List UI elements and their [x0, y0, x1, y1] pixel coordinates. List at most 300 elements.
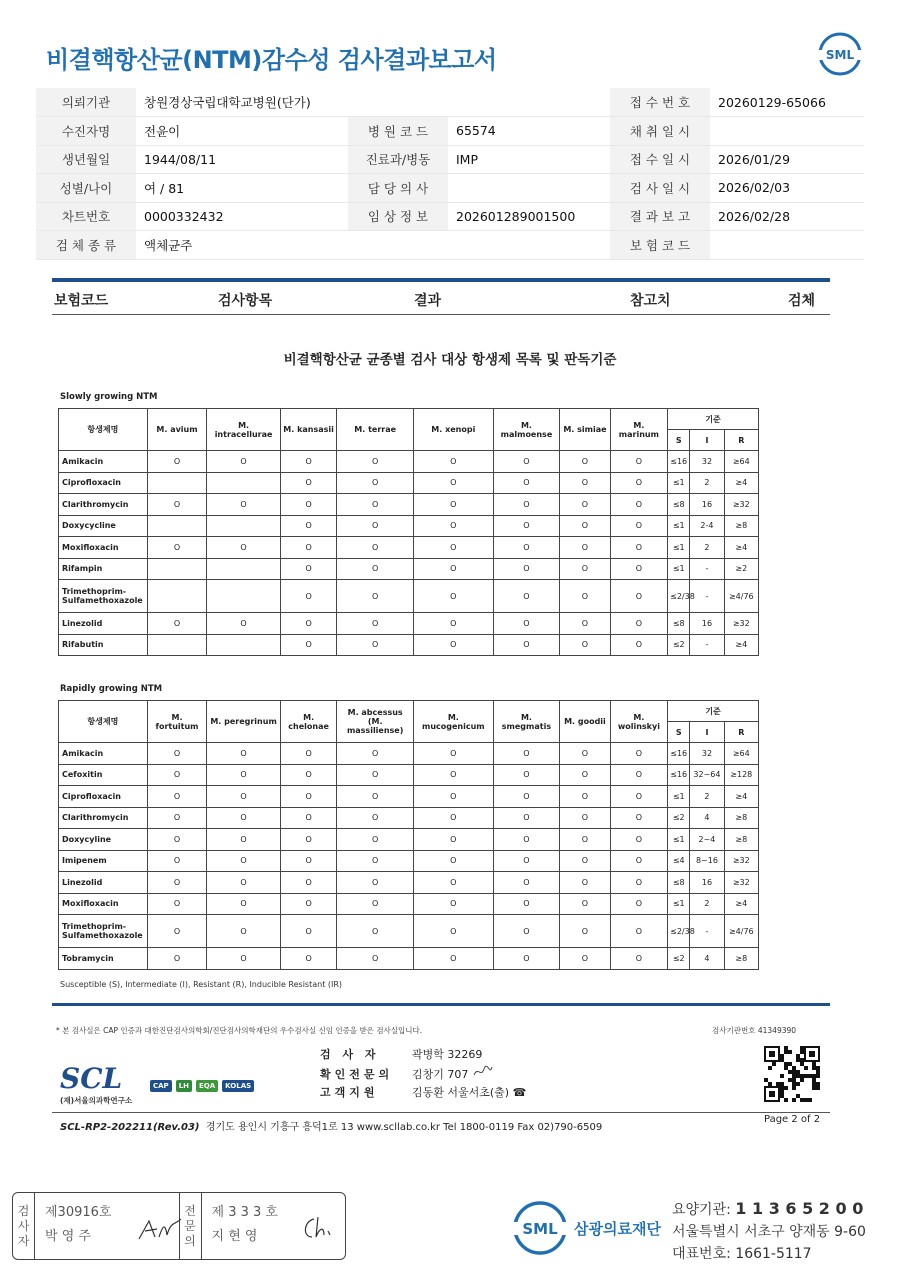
drug-name: Amikacin — [59, 451, 148, 473]
qr-module — [808, 1098, 812, 1102]
drug-name: Tobramycin — [59, 948, 148, 970]
info-label: 보 험 코 드 — [610, 231, 710, 260]
rapid-ntm-table — [58, 700, 759, 970]
test-mark: O — [337, 743, 414, 765]
info-label: 수진자명 — [36, 117, 136, 146]
info-row — [36, 231, 864, 260]
criteria-s: ≤1 — [668, 786, 690, 808]
info-label: 접 수 일 시 — [610, 145, 710, 174]
criteria-s: ≤1 — [668, 893, 690, 915]
info-label: 접 수 번 호 — [610, 88, 710, 117]
test-mark: O — [280, 494, 336, 516]
test-mark: O — [610, 807, 667, 829]
test-mark: O — [560, 580, 610, 613]
table-row — [59, 451, 759, 473]
qr-module — [804, 1074, 808, 1078]
test-mark: O — [147, 915, 207, 948]
signature-icon — [472, 1064, 494, 1078]
cap-logo: CAP — [150, 1080, 172, 1092]
test-mark: O — [610, 580, 667, 613]
qr-module — [792, 1066, 796, 1070]
stamp-char: 문 — [184, 1218, 196, 1233]
staff-row: 고객지원 김동환 서울서초(출) ☎ — [320, 1086, 527, 1099]
drug-name: Trimethoprim- Sulfamethoxazole — [59, 915, 148, 948]
report-title: 비결핵항산균(NTM)감수성 검사결과보고서 — [46, 46, 497, 74]
qr-module — [764, 1078, 768, 1082]
drug-name: Trimethoprim- Sulfamethoxazole — [59, 580, 148, 613]
drug-name: Rifampin — [59, 558, 148, 580]
qr-module — [780, 1082, 784, 1086]
info-value: 창원경상국립대학교병원(단가) — [136, 88, 610, 117]
drug-name: Ciprofloxacin — [59, 786, 148, 808]
stamp-char: 검 — [17, 1203, 30, 1218]
test-mark: O — [280, 451, 336, 473]
qr-module — [816, 1086, 820, 1090]
qr-module — [796, 1058, 800, 1062]
qr-module — [772, 1062, 776, 1066]
test-mark: O — [560, 948, 610, 970]
info-label: 진료과/병동 — [348, 145, 448, 174]
stamp-char: 자 — [17, 1233, 30, 1248]
test-mark: O — [413, 743, 493, 765]
criteria-r: ≥32 — [724, 494, 758, 516]
sml-logo-icon — [818, 32, 862, 76]
sir-header: R — [724, 430, 758, 451]
table-row — [59, 472, 759, 494]
criteria-s: ≤1 — [668, 472, 690, 494]
info-value: 2026/01/29 — [710, 145, 864, 174]
test-mark: O — [493, 915, 560, 948]
criteria-r: ≥4 — [724, 472, 758, 494]
test-mark: O — [207, 494, 281, 516]
sir-header: S — [668, 430, 690, 451]
test-mark: O — [147, 829, 207, 851]
qr-module — [792, 1082, 796, 1086]
test-mark: O — [337, 558, 414, 580]
footer-divider — [52, 1112, 830, 1113]
qr-module — [812, 1062, 816, 1066]
drug-name: Imipenem — [59, 850, 148, 872]
species-header: M. simiae — [560, 409, 610, 451]
test-mark: O — [493, 613, 560, 635]
test-mark: O — [560, 872, 610, 894]
criteria-r: ≥8 — [724, 948, 758, 970]
species-header: M. abcessus (M. massiliense) — [337, 701, 414, 743]
qr-module — [800, 1046, 804, 1050]
test-mark: O — [610, 764, 667, 786]
test-mark: O — [147, 807, 207, 829]
test-mark: O — [560, 829, 610, 851]
table-row — [59, 786, 759, 808]
sir-header: R — [724, 722, 758, 743]
test-mark: O — [610, 558, 667, 580]
criteria-i: 16 — [690, 872, 724, 894]
test-mark: O — [560, 558, 610, 580]
test-mark: O — [610, 915, 667, 948]
lab-registration: 검사기관번호 41349390 — [712, 1026, 797, 1035]
criteria-i: 2 — [690, 537, 724, 559]
criteria-i: 2-4 — [690, 515, 724, 537]
test-mark: O — [280, 472, 336, 494]
test-mark: O — [413, 915, 493, 948]
criteria-r: ≥4/76 — [724, 915, 758, 948]
staff-row: 확인전문의 김창기 707 — [320, 1064, 526, 1084]
info-label: 임 상 정 보 — [348, 202, 448, 231]
test-mark: O — [337, 829, 414, 851]
table-row — [59, 580, 759, 613]
test-mark: O — [207, 829, 281, 851]
species-header: M. intracellurae — [207, 409, 281, 451]
result-header — [52, 290, 830, 314]
criteria-title: 비결핵항산균 균종별 검사 대상 항생제 목록 및 판독기준 — [283, 352, 617, 368]
slow-ntm-label: Slowly growing NTM — [60, 392, 158, 402]
test-mark: O — [147, 743, 207, 765]
staff-list — [320, 1046, 526, 1102]
info-value: 65574 — [448, 117, 610, 146]
qr-module — [812, 1086, 816, 1090]
criteria-i: 32 — [690, 743, 724, 765]
info-row — [36, 202, 864, 231]
info-value: 액체균주 — [136, 231, 610, 260]
test-mark: O — [560, 494, 610, 516]
foundation-logo — [512, 1200, 661, 1256]
qr-module — [808, 1074, 812, 1078]
info-label: 채 취 일 시 — [610, 117, 710, 146]
test-mark: O — [337, 850, 414, 872]
test-mark: O — [413, 580, 493, 613]
criteria-i: - — [690, 558, 724, 580]
test-mark: O — [560, 893, 610, 915]
header-divider — [52, 314, 830, 315]
test-mark: O — [337, 915, 414, 948]
test-mark: O — [413, 451, 493, 473]
test-mark: O — [207, 451, 281, 473]
qr-module — [804, 1066, 808, 1070]
qr-module — [792, 1070, 796, 1074]
criteria-i: - — [690, 580, 724, 613]
test-mark: O — [413, 472, 493, 494]
info-label: 검 사 일 시 — [610, 174, 710, 203]
test-mark: O — [560, 764, 610, 786]
test-mark: O — [147, 764, 207, 786]
stamp-char: 사 — [17, 1218, 30, 1233]
info-value: 여 / 81 — [136, 174, 348, 203]
test-mark: O — [413, 786, 493, 808]
qr-module — [796, 1074, 800, 1078]
qr-module — [768, 1082, 772, 1086]
qr-module — [800, 1098, 804, 1102]
criteria-i: 32 — [690, 451, 724, 473]
test-mark: O — [147, 948, 207, 970]
qr-finder-core — [769, 1091, 775, 1097]
criteria-i: - — [690, 634, 724, 656]
test-mark: O — [337, 948, 414, 970]
qr-module — [800, 1078, 804, 1082]
criteria-s: ≤16 — [668, 743, 690, 765]
test-mark: O — [493, 494, 560, 516]
examiner-cell: 제30916호 박 영 주 — [35, 1193, 180, 1259]
table-row — [59, 893, 759, 915]
test-mark: O — [560, 537, 610, 559]
rapid-ntm-label: Rapidly growing NTM — [60, 684, 163, 694]
info-row — [36, 174, 864, 203]
examiner-signature-icon — [135, 1215, 185, 1245]
test-mark: O — [280, 634, 336, 656]
examiner-label — [13, 1193, 35, 1259]
drug-name: Clarithromycin — [59, 494, 148, 516]
test-mark: O — [280, 893, 336, 915]
table-row — [59, 764, 759, 786]
specialist-signature-icon — [300, 1213, 340, 1243]
info-value — [710, 231, 864, 260]
test-mark: O — [337, 764, 414, 786]
test-mark: O — [493, 786, 560, 808]
test-mark: O — [560, 850, 610, 872]
criteria-s: ≤16 — [668, 451, 690, 473]
info-row — [36, 145, 864, 174]
test-mark: O — [560, 451, 610, 473]
test-mark: O — [610, 472, 667, 494]
test-mark: O — [337, 494, 414, 516]
criteria-i: 32~64 — [690, 764, 724, 786]
qr-module — [784, 1046, 788, 1050]
species-header: M. marinum — [610, 409, 667, 451]
header-item: 검사항목 — [218, 293, 273, 309]
stamp-char: 의 — [184, 1233, 196, 1248]
info-value: 20260129-65066 — [710, 88, 864, 117]
info-label: 의뢰기관 — [36, 88, 136, 117]
test-mark: O — [493, 558, 560, 580]
table-row — [59, 915, 759, 948]
test-mark — [147, 472, 207, 494]
test-mark: O — [207, 764, 281, 786]
patient-info-table — [36, 88, 864, 260]
test-mark: O — [413, 948, 493, 970]
qr-module — [784, 1066, 788, 1070]
qr-module — [796, 1054, 800, 1058]
test-mark: O — [493, 472, 560, 494]
criteria-i: 2 — [690, 472, 724, 494]
test-mark: O — [560, 786, 610, 808]
test-mark: O — [280, 850, 336, 872]
criteria-i: 2~4 — [690, 829, 724, 851]
drug-name: Doxycyline — [59, 829, 148, 851]
header-ref: 참고치 — [630, 293, 671, 309]
test-mark: O — [147, 893, 207, 915]
header-specimen: 검체 — [788, 293, 816, 309]
criteria-i: 2 — [690, 786, 724, 808]
test-mark: O — [610, 948, 667, 970]
qr-module — [780, 1058, 784, 1062]
test-mark: O — [147, 451, 207, 473]
qr-module — [784, 1062, 788, 1066]
test-mark: O — [610, 537, 667, 559]
info-value — [710, 117, 864, 146]
test-mark: O — [560, 634, 610, 656]
test-mark: O — [493, 948, 560, 970]
header-code: 보험코드 — [54, 293, 109, 309]
test-mark — [207, 558, 281, 580]
stamp-char: 전 — [184, 1203, 196, 1218]
test-mark — [147, 515, 207, 537]
criteria-r: ≥32 — [724, 613, 758, 635]
species-header: M. terrae — [337, 409, 414, 451]
test-mark: O — [493, 807, 560, 829]
species-header: M. xenopi — [413, 409, 493, 451]
species-header: M. peregrinum — [207, 701, 281, 743]
test-mark: O — [337, 634, 414, 656]
table-row — [59, 829, 759, 851]
criteria-header: 기준 — [668, 701, 759, 722]
qr-module — [812, 1074, 816, 1078]
criteria-s: ≤8 — [668, 613, 690, 635]
qr-module — [792, 1098, 796, 1102]
drug-name: Moxifloxacin — [59, 537, 148, 559]
criteria-i: 16 — [690, 613, 724, 635]
test-mark: O — [337, 613, 414, 635]
table-row — [59, 850, 759, 872]
test-mark: O — [207, 807, 281, 829]
criteria-r: ≥8 — [724, 829, 758, 851]
test-mark — [147, 580, 207, 613]
criteria-r: ≥64 — [724, 743, 758, 765]
test-mark — [147, 634, 207, 656]
qr-module — [816, 1082, 820, 1086]
qr-finder-core — [769, 1051, 775, 1057]
test-mark: O — [413, 893, 493, 915]
test-mark: O — [493, 872, 560, 894]
test-mark: O — [280, 743, 336, 765]
test-mark: O — [560, 915, 610, 948]
test-mark — [207, 634, 281, 656]
test-mark: O — [560, 613, 610, 635]
test-mark: O — [413, 613, 493, 635]
criteria-r: ≥4/76 — [724, 580, 758, 613]
species-header: M. kansasii — [280, 409, 336, 451]
table-row — [59, 872, 759, 894]
info-label: 생년월일 — [36, 145, 136, 174]
test-mark — [207, 472, 281, 494]
drug-name: Cefoxitin — [59, 764, 148, 786]
test-mark: O — [337, 472, 414, 494]
info-label: 차트번호 — [36, 202, 136, 231]
test-mark: O — [207, 537, 281, 559]
slow-ntm-table — [58, 408, 759, 656]
info-value: 2026/02/28 — [710, 202, 864, 231]
certification-note: * 본 검사실은 CAP 인증과 대한진단검사의학회/진단검사의학재단의 우수검사실 신임 인증을 받은 검사실입니다. — [56, 1026, 423, 1035]
criteria-s: ≤1 — [668, 829, 690, 851]
test-mark: O — [207, 786, 281, 808]
test-mark: O — [610, 743, 667, 765]
test-mark: O — [207, 743, 281, 765]
criteria-s: ≤1 — [668, 537, 690, 559]
test-mark: O — [610, 850, 667, 872]
species-header: M. smegmatis — [493, 701, 560, 743]
table-row — [59, 743, 759, 765]
test-mark: O — [337, 893, 414, 915]
test-mark: O — [610, 893, 667, 915]
test-mark: O — [280, 915, 336, 948]
qr-finder-core — [809, 1051, 815, 1057]
qr-module — [796, 1070, 800, 1074]
species-header: M. avium — [147, 409, 207, 451]
phone-icon: ☎ — [512, 1086, 527, 1099]
qr-module — [780, 1090, 784, 1094]
criteria-s: ≤4 — [668, 850, 690, 872]
drug-header: 항생제명 — [59, 701, 148, 743]
kolas-logo: KOLAS — [222, 1080, 254, 1092]
criteria-s: ≤2 — [668, 634, 690, 656]
test-mark: O — [610, 786, 667, 808]
criteria-r: ≥128 — [724, 764, 758, 786]
test-mark: O — [280, 537, 336, 559]
criteria-i: 8~16 — [690, 850, 724, 872]
footer-bar — [52, 1003, 830, 1006]
drug-name: Ciprofloxacin — [59, 472, 148, 494]
qr-module — [816, 1074, 820, 1078]
criteria-s: ≤8 — [668, 494, 690, 516]
criteria-r: ≥4 — [724, 537, 758, 559]
qr-module — [796, 1082, 800, 1086]
test-mark: O — [207, 613, 281, 635]
qr-module — [800, 1074, 804, 1078]
species-header: M. malmoense — [493, 409, 560, 451]
test-mark: O — [280, 613, 336, 635]
test-mark: O — [560, 807, 610, 829]
accreditation-logos — [150, 1080, 254, 1092]
qr-module — [812, 1078, 816, 1082]
test-mark: O — [610, 515, 667, 537]
criteria-s: ≤1 — [668, 558, 690, 580]
qr-module — [788, 1062, 792, 1066]
test-mark: O — [147, 613, 207, 635]
test-mark: O — [413, 872, 493, 894]
signature-stamp — [12, 1192, 346, 1260]
criteria-s: ≤2 — [668, 948, 690, 970]
criteria-header: 기준 — [668, 409, 759, 430]
table-row — [59, 807, 759, 829]
test-mark: O — [610, 634, 667, 656]
criteria-r: ≥4 — [724, 634, 758, 656]
info-value: 2026/02/03 — [710, 174, 864, 203]
criteria-r: ≥8 — [724, 807, 758, 829]
test-mark: O — [280, 948, 336, 970]
qr-module — [812, 1082, 816, 1086]
qr-module — [800, 1050, 804, 1054]
table-row — [59, 613, 759, 635]
drug-name: Moxifloxacin — [59, 893, 148, 915]
qr-module — [800, 1058, 804, 1062]
qr-module — [784, 1086, 788, 1090]
header-result: 결과 — [414, 293, 442, 309]
specialist-cell: 제 3 3 3 호 지 현 영 — [202, 1193, 346, 1259]
info-label: 병 원 코 드 — [348, 117, 448, 146]
criteria-i: 4 — [690, 807, 724, 829]
sir-header: I — [690, 722, 724, 743]
criteria-i: 16 — [690, 494, 724, 516]
test-mark: O — [493, 764, 560, 786]
test-mark: O — [337, 807, 414, 829]
test-mark: O — [337, 451, 414, 473]
species-header: M. mucogenicum — [413, 701, 493, 743]
test-mark: O — [560, 472, 610, 494]
drug-name: Clarithromycin — [59, 807, 148, 829]
qr-module — [800, 1062, 804, 1066]
eqa-logo: EQA — [196, 1080, 218, 1092]
criteria-s: ≤2 — [668, 807, 690, 829]
criteria-s: ≤2/38 — [668, 915, 690, 948]
foundation-info: 요양기관: 1 1 3 6 5 2 0 0 서울특별시 서초구 양재동 9-60 대표번호: 1661-5117 — [672, 1199, 866, 1262]
